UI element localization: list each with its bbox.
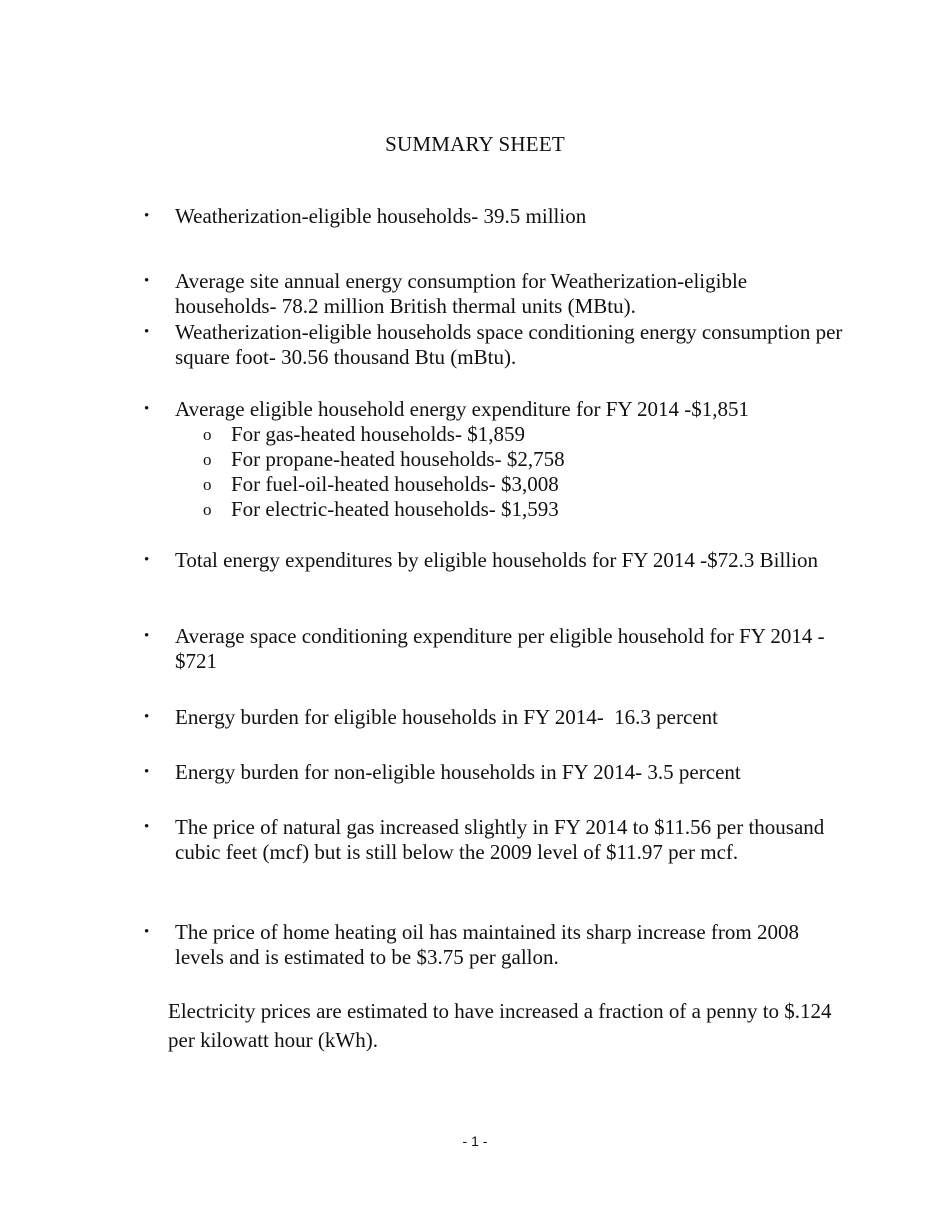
bullet-marker: • [144, 819, 150, 835]
bullet-item-site-consumption [144, 269, 843, 319]
bullet-item-energy-burden-eligible [144, 705, 843, 730]
sub-item-text: For electric-heated households- $1,593 [231, 497, 559, 521]
bullet-item-energy-burden-non-eligible [144, 760, 843, 785]
sub-bullet-marker: o [203, 425, 212, 444]
bullet-marker: • [144, 208, 150, 224]
bullet-text: Average eligible household energy expenditure for FY 2014 -$1,851 [175, 397, 750, 421]
expenditure-sub-list [175, 422, 843, 522]
bullet-marker: • [144, 273, 150, 289]
bullet-marker: • [144, 764, 150, 780]
sub-bullet-marker: o [203, 450, 212, 469]
bullet-item-eligible-households [144, 204, 843, 229]
sub-item-text: For propane-heated households- $2,758 [231, 447, 565, 471]
bullet-marker: • [144, 628, 150, 644]
sub-item-gas [175, 422, 843, 447]
bullet-text: Average site annual energy consumption for Weatherization-eligible households- 78.2 million British thermal units (MBtu). [175, 269, 748, 318]
bullet-item-household-expenditure [144, 397, 843, 522]
sub-item-text: For gas-heated households- $1,859 [231, 422, 525, 446]
bullet-text: Weatherization-eligible households space conditioning energy consumption per square foot- 30.56 thousand Btu (mBtu). [175, 320, 843, 369]
bullet-text: The price of natural gas increased slightly in FY 2014 to $11.56 per thousand cubic feet (mcf) but is still below the 2009 level of $11.97 per mcf. [175, 815, 825, 864]
bullet-text: Weatherization-eligible households- 39.5 million [175, 204, 587, 228]
bullet-item-total-expenditures [144, 548, 843, 573]
sub-item-electric [175, 497, 843, 522]
bullet-text: The price of home heating oil has maintained its sharp increase from 2008 levels and is estimated to be $3.75 per gallon. [175, 920, 799, 969]
bullet-text: Total energy expenditures by eligible households for FY 2014 -$72.3 Billion [175, 548, 819, 572]
sub-item-propane [175, 447, 843, 472]
bullet-marker: • [144, 924, 150, 940]
bullet-item-heating-oil-price [144, 920, 843, 970]
sub-bullet-marker: o [203, 475, 212, 494]
bullet-text: Average space conditioning expenditure per eligible household for FY 2014 - $721 [175, 624, 825, 673]
page-number: - 1 - [462, 1133, 488, 1149]
bullet-text: Energy burden for eligible households in FY 2014- 16.3 percent [175, 705, 718, 729]
bullet-item-natural-gas-price [144, 815, 843, 865]
bullet-item-space-conditioning-consumption [144, 320, 843, 370]
bullet-marker: • [144, 552, 150, 568]
sub-item-text: For fuel-oil-heated households- $3,008 [231, 472, 559, 496]
electricity-price-paragraph: Electricity prices are estimated to have increased a fraction of a penny to $.124 per kilowatt hour (kWh). [168, 999, 832, 1052]
bullet-item-space-conditioning-expenditure [144, 624, 843, 674]
sub-bullet-marker: o [203, 500, 212, 519]
sub-item-fuel-oil [175, 472, 843, 497]
bullet-marker: • [144, 324, 150, 340]
bullet-marker: • [144, 401, 150, 417]
bullet-text: Energy burden for non-eligible households in FY 2014- 3.5 percent [175, 760, 741, 784]
page-title: SUMMARY SHEET [385, 132, 565, 156]
bullet-marker: • [144, 709, 150, 725]
